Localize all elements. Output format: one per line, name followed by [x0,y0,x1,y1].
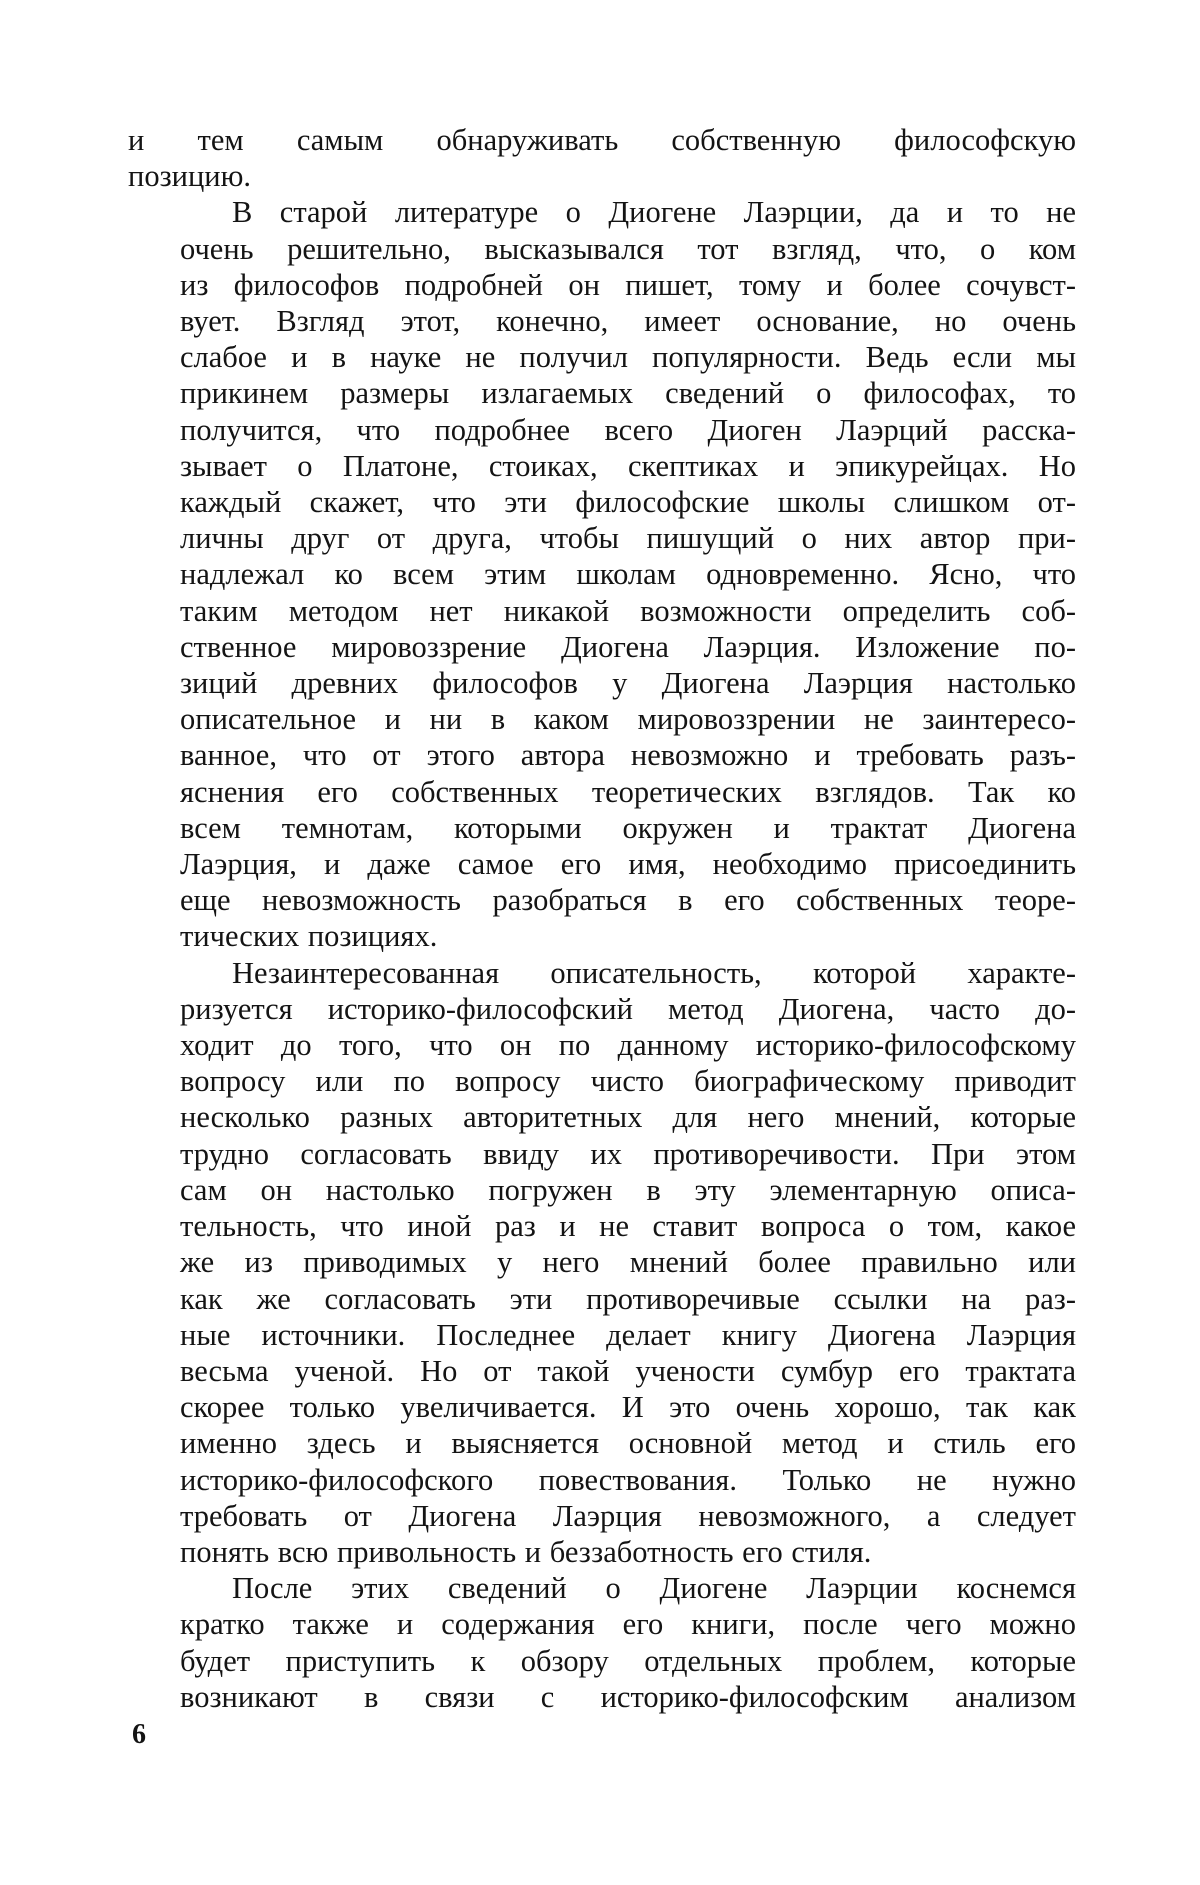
text-line: Лаэрция, и даже самое его имя, необходимо присоединить [180,847,1076,882]
text-line: весьма ученой. Но от такой учености сумбур его трактата [180,1353,1076,1388]
text-line: тельность, что иной раз и не ставит вопроса о том, какое [180,1209,1076,1244]
text-line: прикинем размеры излагаемых сведений о философах, то [180,376,1076,411]
text-line: В старой литературе о Диогене Лаэрции, да и то не [232,195,1076,230]
text-line: ные источники. Последнее делает книгу Диогена Лаэрция [180,1317,1076,1352]
page-number: 6 [132,1719,146,1750]
text-line: сам он настолько погружен в эту элементарную описа- [180,1172,1076,1207]
text-line: будет приступить к обзору отдельных проблем, которые [180,1643,1076,1678]
text-line: яснения его собственных теоретических взглядов. Так ко [180,774,1076,809]
text-line: позицию. [128,159,251,194]
text-line: таким методом нет никакой возможности определить соб- [180,593,1076,628]
text-line: ходит до того, что он по данному историко-философскому [180,1028,1076,1063]
text-line: именно здесь и выясняется основной метод и стиль его [180,1426,1076,1461]
text-line: вопросу или по вопросу чисто биографическому приводит [180,1064,1076,1099]
text-line: слабое и в науке не получил популярности. Ведь если мы [180,340,1076,375]
paragraph [128,1570,1076,1715]
text-line: получится, что подробнее всего Диоген Лаэрций расска- [180,412,1076,447]
text-line: личны друг от друга, чтобы пишущий о них автор при- [180,521,1076,556]
text-line: ванное, что от этого автора невозможно и требовать разъ- [180,738,1076,773]
text-line: всем темнотам, которыми окружен и трактат Диогена [180,810,1076,845]
text-line: понять всю привольность и беззаботность его стиля. [180,1534,872,1569]
paragraph [128,955,1076,1570]
text-line: После этих сведений о Диогене Лаэрции коснемся [232,1571,1076,1606]
text-line: еще невозможность разобраться в его собственных теоре- [180,883,1076,918]
text-line: ризуется историко-философский метод Диогена, часто до- [180,991,1076,1026]
text-line: каждый скажет, что эти философские школы слишком от- [180,485,1076,520]
paragraph [128,122,1076,194]
text-line: Незаинтересованная описательность, которой характе- [232,955,1076,990]
paragraph [128,194,1076,954]
text-line: очень решительно, высказывался тот взгляд, что, о ком [180,231,1076,266]
text-line: требовать от Диогена Лаэрция невозможного, а следует [180,1498,1076,1533]
text-line: описательное и ни в каком мировоззрении не заинтересо- [180,702,1076,737]
text-line: как же согласовать эти противоречивые ссылки на раз- [180,1281,1076,1316]
text-line: скорее только увеличивается. И это очень хорошо, так как [180,1390,1076,1425]
body-text [128,122,1076,1715]
text-line: зиций древних философов у Диогена Лаэрция настолько [180,666,1076,701]
text-line: надлежал ко всем этим школам одновременно. Ясно, что [180,557,1076,592]
text-line: зывает о Платоне, стоиках, скептиках и эпикурейцах. Но [180,448,1076,483]
text-line: кратко также и содержания его книги, после чего можно [180,1607,1076,1642]
text-line: несколько разных авторитетных для него мнений, которые [180,1100,1076,1135]
text-line: историко-философского повествования. Только не нужно [180,1462,1076,1497]
text-line: возникают в связи с историко-философским анализом [180,1679,1076,1714]
text-line: ственное мировоззрение Диогена Лаэрция. Изложение по- [180,629,1076,664]
text-line: вует. Взгляд этот, конечно, имеет основание, но очень [180,304,1076,339]
text-line: же из приводимых у него мнений более правильно или [180,1245,1076,1280]
text-line: тических позициях. [180,919,438,954]
text-line: из философов подробней он пишет, тому и более сочувст- [180,267,1076,302]
text-line: трудно согласовать ввиду их противоречивости. При этом [180,1136,1076,1171]
text-line: и тем самым обнаруживать собственную философскую [128,123,1076,157]
